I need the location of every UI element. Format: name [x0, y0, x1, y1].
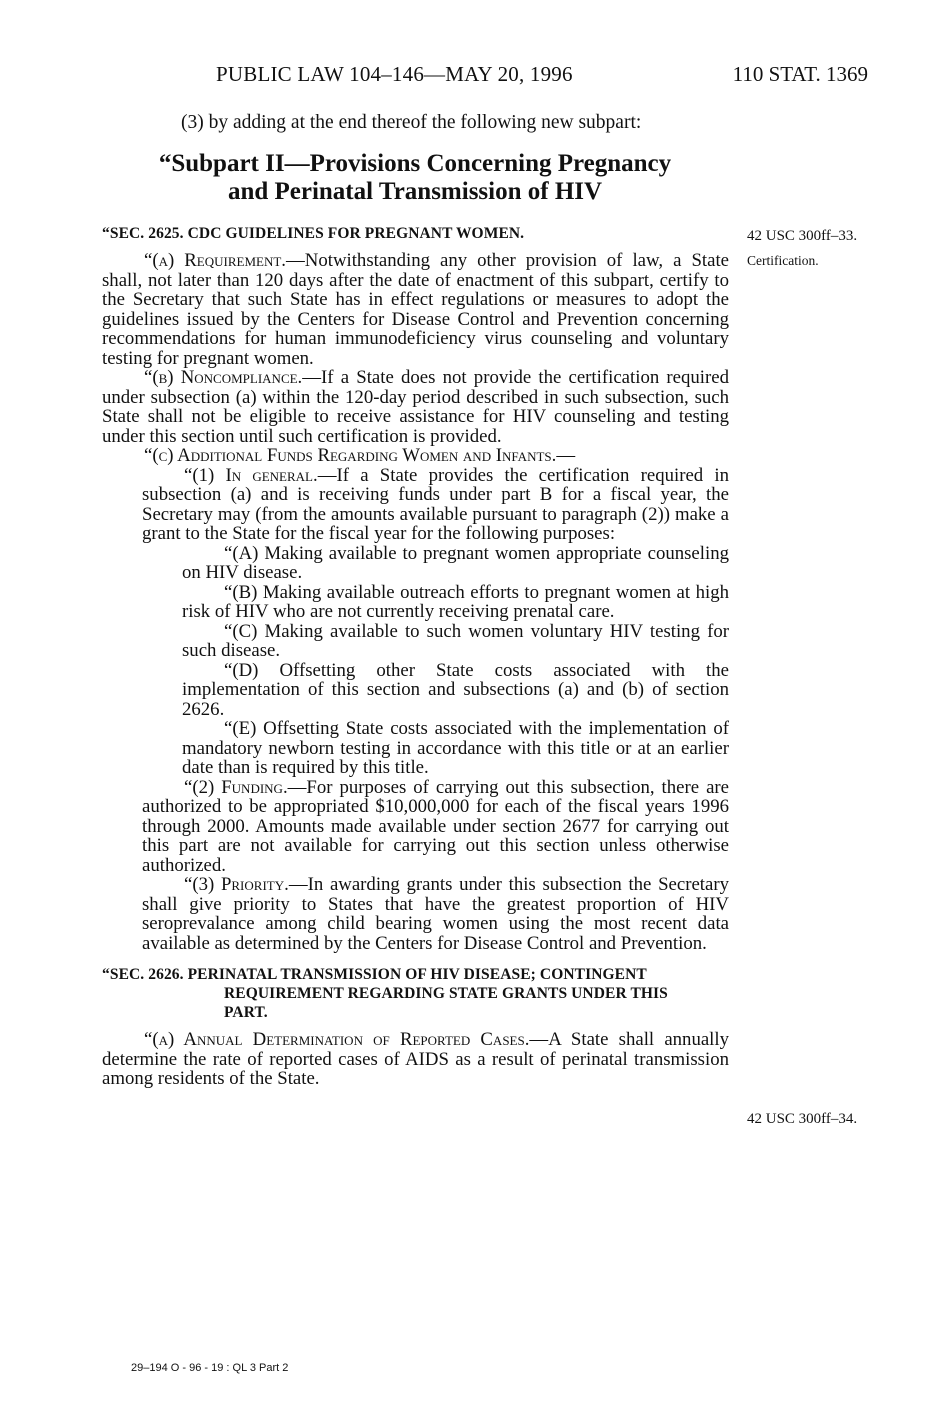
paragraph-c2-label: “(2) Funding.	[184, 776, 288, 798]
subparagraph-D: “(D) Offsetting other State costs associated with the implementation of this section and subsections (a) and (b) of section 2626.	[182, 659, 729, 720]
paragraph-c3	[102, 875, 729, 953]
paragraph-c3-text: —In awarding grants under this subsection the Secretary shall give priority to States that have the greatest proportion of HIV seroprevalance among child bearing women using the most recent data available as determined by the Centers for Disease Control and Prevention.	[142, 874, 730, 954]
paragraph-c1-label: “(1) In general.	[184, 464, 318, 486]
section-2625-heading: “SEC. 2625. CDC GUIDELINES FOR PREGNANT WOMEN.	[102, 225, 525, 242]
subsection-b-label: “(b) Noncompliance.	[144, 367, 303, 388]
section-2625-a	[102, 251, 729, 368]
section-2626-a-text: —A State shall annually determine the rate of reported cases of AIDS as a result of perinatal transmission among residents of the State.	[102, 1029, 729, 1089]
print-job-code: 29–194 O - 96 - 19 : QL 3 Part 2	[131, 1362, 289, 1374]
subsection-a-text: —Notwithstanding any other provision of law, a State shall, not later than 120 days after the date of enactment of this subpart, certify to the Secretary that such State has in effect regulations or measures to adopt the guidelines issued by the Centers for Disease Control and Prevention concerning recommendations for human immunodeficiency virus counseling and voluntary testing for pregnant women.	[102, 250, 730, 369]
subpart-title	[100, 150, 730, 206]
paragraph-c1	[102, 466, 729, 544]
page-header	[0, 62, 940, 90]
paragraph-c2	[102, 778, 729, 876]
document-body	[102, 224, 729, 1089]
section-2625-b	[102, 368, 729, 446]
paragraph-c2-text: —For purposes of carrying out this subsection, there are authorized to be appropriated $10,000,000 for each of the fiscal years 1996 through 2000. Amounts made available under section 2677 for carrying out this part are not available for carrying out this section unless otherwise authorized.	[142, 776, 730, 876]
amendment-intro: (3) by adding at the end thereof the following new subpart:	[181, 112, 642, 133]
subsection-b-text: —If a State does not provide the certification required under subsection (a) within the 120-day period described in such subsection, such State shall not be eligible to receive assistance for HIV counseling and testing under this section until such certification is provided.	[102, 367, 729, 447]
subsection-c-text: —	[556, 445, 576, 466]
section-2626-heading-line-3: PART.	[224, 1004, 268, 1021]
margin-note-usc-2626: 42 USC 300ff–34.	[747, 1111, 858, 1127]
margin-note-certification: Certification.	[747, 253, 819, 268]
section-2625-c	[102, 446, 729, 466]
subparagraph-C: “(C) Making available to such women voluntary HIV testing for such disease.	[182, 620, 729, 661]
section-2626-heading-line-1: “SEC. 2626. PERINATAL TRANSMISSION OF HIV DISEASE; CONTINGENT	[102, 966, 647, 983]
section-2626-a-label: “(a) Annual Determination of Reported Cases.	[144, 1029, 530, 1050]
subpart-title-line-2: and Perinatal Transmission of HIV	[227, 178, 603, 205]
subparagraph-E: “(E) Offsetting State costs associated with the implementation of mandatory newborn testing in accordance with this title or at an earlier date than is required by this title.	[182, 718, 729, 778]
margin-note-usc-2625: 42 USC 300ff–33.	[747, 228, 858, 244]
running-head: PUBLIC LAW 104–146—MAY 20, 1996	[216, 62, 573, 86]
section-2626-heading-line-2: REQUIREMENT REGARDING STATE GRANTS UNDER THIS	[224, 985, 668, 1002]
paragraph-c3-label: “(3) Priority.	[184, 874, 289, 895]
subpart-title-line-1: “Subpart II—Provisions Concerning Pregnancy	[158, 150, 672, 177]
paragraph-c1-text: —If a State provides the certification required in subsection (a) and is receiving funds under part B for a fiscal year, the Secretary may (from the amounts available pursuant to paragraph (2)) make a grant to the State for the fiscal year for the following purposes:	[142, 464, 730, 544]
section-2626-heading	[102, 965, 729, 1022]
subparagraph-B: “(B) Making available outreach efforts to pregnant women at high risk of HIV who are not currently receiving prenatal care.	[182, 581, 729, 622]
subparagraph-A: “(A) Making available to pregnant women appropriate counseling on HIV disease.	[182, 542, 729, 583]
statute-page-number: 110 STAT. 1369	[732, 62, 868, 86]
subsection-c-label: “(c) Additional Funds Regarding Women and Infants.	[144, 445, 557, 466]
subsection-a-label: “(a) Requirement.	[144, 250, 286, 271]
section-2626-a	[102, 1030, 729, 1089]
